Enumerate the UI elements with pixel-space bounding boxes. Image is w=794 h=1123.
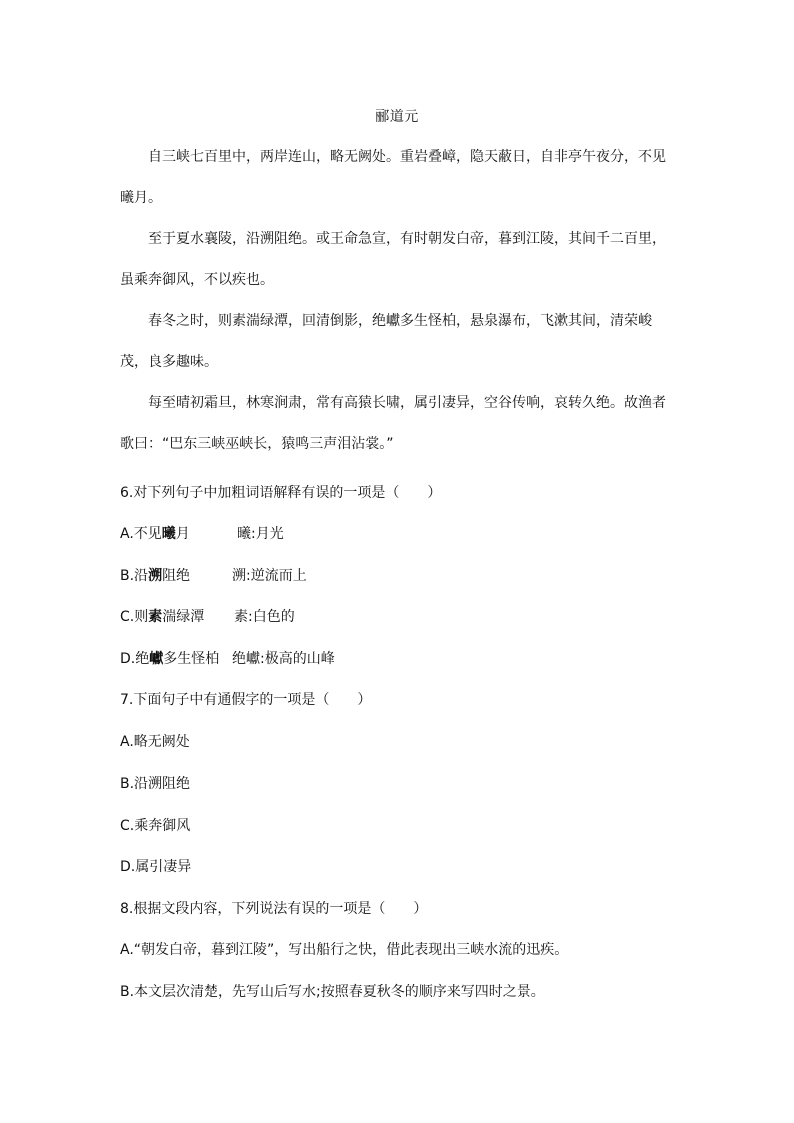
option-text-post: 阻绝 <box>162 568 191 584</box>
option-text-pre: C.则 <box>120 609 149 625</box>
question-7-option-d: D.属引凄异 <box>120 859 192 875</box>
option-bold-word: 曦 <box>161 526 176 542</box>
option-text-pre: A.不见 <box>120 526 162 542</box>
question-7-option-c: C.乘奔御风 <box>120 818 191 834</box>
question-8-option-a: A.“朝发白帝，暮到江陵”，写出船行之快，借此表现出三峡水流的迅疾。 <box>120 942 569 958</box>
option-text-pre: B.沿 <box>120 568 149 584</box>
option-gloss: 溯:逆流而上 <box>232 568 307 584</box>
option-text-post: 湍绿潭 <box>162 609 205 625</box>
passage-paragraph-1: 自三峡七百里中，两岸连山，略无阙处。重岩叠嶂，隐天蔽日，自非亭午夜分，不见曦月。 <box>120 149 666 206</box>
question-6-option-a <box>120 524 720 544</box>
option-gloss: 曦:月光 <box>237 526 284 542</box>
author-name: 郦道元 <box>375 109 419 125</box>
passage-paragraph-3: 春冬之时，则素湍绿潭，回清倒影，绝巘多生怪柏，悬泉瀑布，飞漱其间，清荣峻茂，良多趣味。 <box>120 313 652 370</box>
option-bold-word: 溯 <box>148 568 163 584</box>
question-7-stem: 7.下面句子中有通假字的一项是（ ） <box>120 692 372 708</box>
option-gloss: 绝巘:极高的山峰 <box>232 651 335 667</box>
question-7-option-a: A.略无阙处 <box>120 734 190 750</box>
option-bold-word: 巘 <box>149 651 164 667</box>
option-text-post: 月 <box>175 526 190 542</box>
option-gloss: 素:白色的 <box>234 609 295 625</box>
question-6-option-b <box>120 566 720 586</box>
option-bold-word: 素 <box>148 609 163 625</box>
question-6-option-d <box>120 649 720 669</box>
option-text-post: 多生怪柏 <box>163 651 220 667</box>
passage-paragraph-2: 至于夏水襄陵，沿溯阻绝。或王命急宣，有时朝发白帝，暮到江陵，其间千二百里，虽乘奔御风，不以疾也。 <box>120 231 666 288</box>
passage-paragraph-4: 每至晴初霜旦，林寒涧肃，常有高猿长啸，属引凄异，空谷传响，哀转久绝。故渔者歌曰：“巴东三峡巫峡长，猿鸣三声泪沾裳。” <box>120 395 666 452</box>
question-8-stem: 8.根据文段内容，下列说法有误的一项是（ ） <box>120 901 428 917</box>
question-7-option-b: B.沿溯阻绝 <box>120 776 191 792</box>
question-8-option-b: B.本文层次清楚，先写山后写水;按照春夏秋冬的顺序来写四时之景。 <box>120 984 545 1000</box>
option-text-pre: D.绝 <box>120 651 150 667</box>
question-6-stem: 6.对下列句子中加粗词语解释有误的一项是（ ） <box>120 485 442 501</box>
question-6-option-c <box>120 607 720 627</box>
